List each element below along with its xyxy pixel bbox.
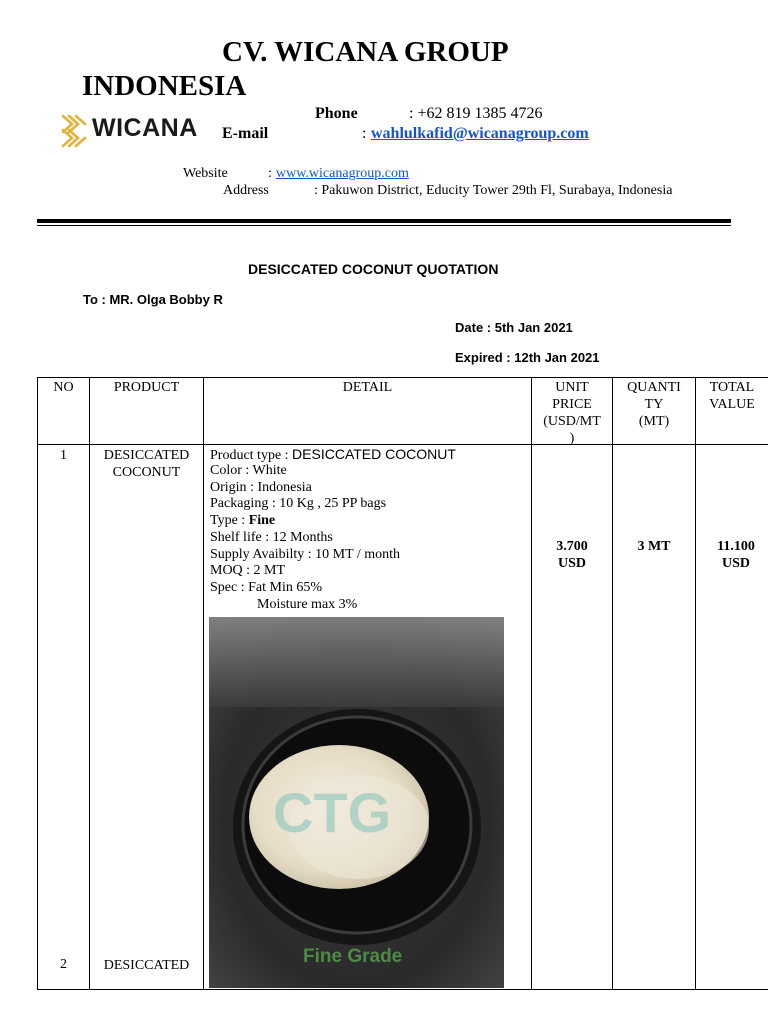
company-country: INDONESIA [82, 70, 247, 102]
row-unit-price-line: 3.700 [556, 539, 588, 554]
email-label: E-mail [222, 125, 269, 142]
row-product: DESICCATED [103, 958, 190, 973]
header-total [696, 379, 768, 413]
detail-shelf-life: Shelf life : 12 Months [210, 530, 333, 545]
table-col-line [531, 377, 532, 990]
email-colon: : [362, 125, 367, 142]
detail-label: Product type : [210, 448, 293, 463]
detail-moq: MOQ : 2 MT [210, 563, 286, 578]
date-line: Date : 5th Jan 2021 [455, 320, 573, 335]
detail-color: Color : White [210, 463, 287, 478]
company-name: CV. WICANA GROUP [222, 36, 509, 68]
row-total-line: USD [721, 556, 750, 571]
header-unit-price-line: ) [569, 431, 575, 446]
email-link[interactable]: wahlulkafid@wicanagroup.com [371, 125, 589, 142]
header-product: PRODUCT [113, 380, 180, 395]
website-link[interactable]: www.wicanagroup.com [276, 166, 409, 181]
header-detail: DETAIL [342, 380, 393, 395]
row-no: 1 [60, 448, 67, 463]
row-no: 2 [60, 957, 67, 972]
address-label: Address [223, 183, 269, 198]
table-border-bottom [37, 989, 768, 990]
row-total-line: 11.100 [717, 539, 755, 554]
phone-label: Phone [315, 105, 358, 122]
table-col-line [612, 377, 613, 990]
website-label: Website [183, 166, 228, 181]
table-col-line [203, 377, 204, 990]
header-unit-price [532, 379, 612, 447]
header-total-line: TOTAL [709, 380, 755, 395]
phone-value: : +62 819 1385 4726 [409, 105, 543, 122]
detail-origin: Origin : Indonesia [210, 480, 312, 495]
header-quantity [613, 379, 695, 430]
header-quantity-line: (MT) [638, 414, 670, 429]
wicana-logo-icon [60, 112, 88, 150]
header-unit-price-line: (USD/MT [543, 414, 601, 429]
detail-label: Type : [210, 513, 249, 528]
row-total [696, 538, 768, 572]
detail-type [210, 513, 275, 530]
table-col-line [695, 377, 696, 990]
table-col-line [37, 377, 38, 990]
recipient-line: To : MR. Olga Bobby R [83, 292, 223, 307]
table-border-top [37, 377, 768, 378]
product-photo [209, 617, 504, 988]
header-unit-price-line: PRICE [552, 397, 592, 412]
document-title: DESICCATED COCONUT QUOTATION [248, 261, 499, 277]
logo-wordmark: WICANA [92, 114, 198, 142]
header-unit-price-line: UNIT [555, 380, 589, 395]
header-quantity-line: QUANTI [627, 380, 681, 395]
row-product-line: COCONUT [112, 465, 181, 480]
expiry-line: Expired : 12th Jan 2021 [455, 350, 600, 365]
header-divider-thick [37, 219, 731, 223]
row-product [90, 447, 203, 481]
table-header-divider [37, 444, 768, 445]
detail-spec-fat: Spec : Fat Min 65% [210, 580, 322, 595]
detail-product-type [210, 446, 456, 465]
website-colon: : [268, 166, 272, 181]
row-unit-price [532, 538, 612, 572]
detail-packaging: Packaging : 10 Kg , 25 PP bags [210, 496, 387, 511]
detail-spec-moisture: Moisture max 3% [257, 597, 358, 612]
header-divider-thin [37, 225, 731, 226]
header-quantity-line: TY [644, 397, 664, 412]
detail-value: DESICCATED COCONUT [292, 446, 456, 462]
detail-supply: Supply Avaibilty : 10 MT / month [210, 547, 401, 562]
photo-watermark: CTG [273, 781, 392, 844]
header-no: NO [53, 380, 74, 395]
address-value: : Pakuwon District, Educity Tower 29th Fl, Surabaya, Indonesia [314, 183, 673, 198]
row-quantity: 3 MT [637, 539, 671, 554]
detail-value: Fine [248, 513, 276, 528]
photo-caption: Fine Grade [303, 946, 403, 967]
row-product-line: DESICCATED [103, 448, 190, 463]
header-total-line: VALUE [709, 397, 755, 412]
row-unit-price-line: USD [557, 556, 586, 571]
